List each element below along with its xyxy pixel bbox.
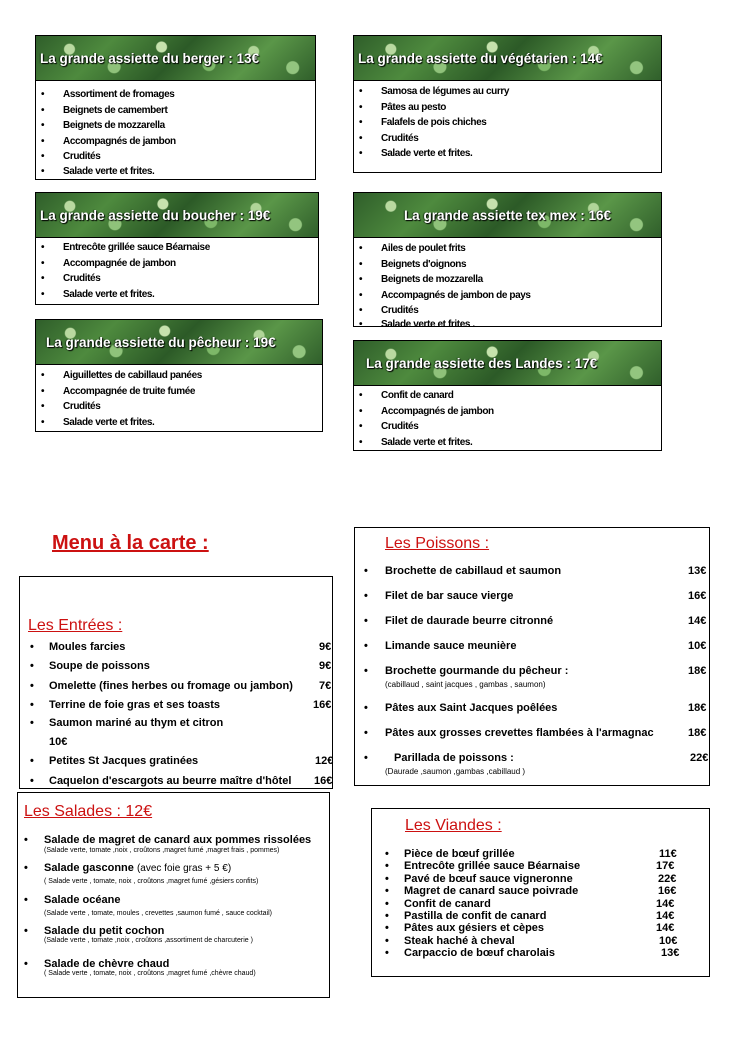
item-note: (Daurade ,saumon ,gambas ,cabillaud ) [385,767,526,776]
plate-pecheur [35,319,323,432]
plate-header [354,193,661,238]
price: 16€ [313,699,332,711]
item-note: ( Salade verte , tomate, noix , croûtons ,magret fumé ,gésiers confits) [44,878,259,885]
list-item: • Falafels de pois chiches [354,115,661,131]
list-item: • Accompagnés de jambon de pays [354,288,661,304]
list-item: • Pastilla de confit de canard [385,910,547,922]
price: 17€ [656,860,675,872]
list-item: • Brochette gourmande du pêcheur : [364,665,569,677]
plate-title: La grande assiette du pêcheur : 19€ [46,334,276,350]
price: 14€ [656,922,675,934]
entrees-title: Les Entrées : [28,617,123,634]
plate-landes [353,340,662,451]
list-item: • Salade verte et frites . [354,319,661,331]
plate-vegetarien [353,35,662,173]
price: 22€ [658,873,677,885]
list-item: • Confit de canard [385,898,491,910]
list-item: • Crudités [36,149,315,165]
list-item: • Salade verte et frites. [354,146,661,162]
list-item: • Carpaccio de bœuf charolais [385,947,555,959]
list-item: • Terrine de foie gras et ses toasts [30,699,220,711]
price: 16€ [688,590,707,602]
price: 18€ [688,727,707,739]
poissons-title: Les Poissons : [385,535,490,552]
price: 14€ [656,910,675,922]
price: 12€ [315,755,334,767]
price: 13€ [661,947,680,959]
list-item: • Assortiment de fromages [36,87,315,103]
list-item: • Crudités [354,303,661,319]
list-item: • Saumon mariné au thym et citron [30,717,224,729]
plate-title: La grande assiette des Landes : 17€ [366,355,598,371]
list-item: • Salade verte et frites. [36,415,322,431]
list-item: • Brochette de cabillaud et saumon [364,565,562,577]
plate-berger [35,35,316,180]
plate-title: La grande assiette du berger : 13€ [40,50,260,66]
list-item: • Accompagnés de jambon [36,134,315,150]
list-item: • Limande sauce meunière [364,640,517,652]
list-item: • Accompagnée de jambon [36,256,318,272]
plate-header [354,341,661,386]
list-item: • Salade de chèvre chaud [24,958,170,970]
list-item: • Salade verte et frites. [36,287,318,303]
price: 16€ [658,885,677,897]
list-item: • Crudités [36,271,318,287]
list-item: • Filet de daurade beurre citronné [364,615,554,627]
list-item: • Accompagnée de truite fumée [36,384,322,400]
price: 13€ [688,565,707,577]
price: 14€ [688,615,707,627]
list-item: • Salade verte et frites. [354,435,661,451]
list-item: • Ailes de poulet frits [354,241,661,257]
list-item: • Confit de canard [354,388,661,404]
item-note: (Salade verte , tomate ,noix , croûtons ,assortiment de charcuterie ) [44,937,253,944]
price: 11€ [659,848,677,860]
list-item: • Crudités [354,131,661,147]
plate-title: La grande assiette du boucher : 19€ [40,207,271,223]
list-item: • Pâtes aux Saint Jacques poêlées [364,702,558,714]
list-item: • Soupe de poissons [30,660,150,672]
list-item: • Accompagnés de jambon [354,404,661,420]
list-item: • Beignets de mozzarella [36,118,315,134]
plate-boucher [35,192,319,305]
list-item: • Petites St Jacques gratinées [30,755,199,767]
list-item: • Crudités [36,399,322,415]
item-note: ( Salade verte , tomate, noix , croûtons ,magret fumé ,chèvre chaud) [44,970,256,977]
price: 18€ [688,702,707,714]
viandes-title: Les Viandes : [405,817,502,834]
list-item: • Entrecôte grillée sauce Béarnaise [385,860,581,872]
list-item: • Salade gasconne (avec foie gras + 5 €) [24,862,232,874]
item-note: (cabillaud , saint jacques , gambas , saumon) [385,680,546,689]
list-item: • Beignets de camembert [36,103,315,119]
list-item: • Crudités [354,419,661,435]
item-note: (Salade verte , tomate, moules , crevettes ,saumon fumé , sauce cocktail) [44,910,272,917]
price: 14€ [656,898,675,910]
salades-title: Les Salades : 12€ [24,803,153,820]
price: 9€ [319,641,332,653]
plate-texmex [353,192,662,330]
plate-title: La grande assiette tex mex : 16€ [403,207,612,223]
list-item: • Pavé de bœuf sauce vigneronne [385,873,573,885]
list-item: • Parillada de poissons : [364,752,514,764]
price: 16€ [314,775,333,787]
list-item: • Samosa de légumes au curry [354,84,661,100]
list-item: • Beignets d'oignons [354,257,661,273]
plate-title: La grande assiette du végétarien : 14€ [358,50,603,66]
plate-header [36,193,318,238]
list-item: • Salade de magret de canard aux pommes rissolées [24,834,312,846]
price: 10€ [688,640,707,652]
price: 10€ [659,935,678,947]
list-item: • Caquelon d'escargots au beurre maître d'hôtel [30,775,292,787]
list-item: • Magret de canard sauce poivrade [385,885,579,897]
list-item: • Salade du petit cochon [24,925,165,937]
list-item: • Aiguillettes de cabillaud panées [36,368,322,384]
list-item: • Beignets de mozzarella [354,272,661,288]
list-item: • Pâtes aux grosses crevettes flambées à l'armagnac [364,727,654,739]
list-item: • Filet de bar sauce vierge [364,590,514,602]
plate-header [36,36,315,81]
price: 7€ [319,680,332,692]
list-item: • Entrecôte grillée sauce Béarnaise [36,240,318,256]
plate-header [354,36,661,81]
plate-header [36,320,322,365]
price: 10€ [49,736,68,748]
list-item: • Pâtes au pesto [354,100,661,116]
list-item: • Pâtes aux gésiers et cèpes [385,922,545,934]
price: 18€ [688,665,707,677]
item-note: (Salade verte, tomate ,noix , croûtons ,magret fumé ,magret frais , pommes) [44,847,280,854]
price: 22€ [690,752,709,764]
list-item: • Steak haché à cheval [385,935,515,947]
list-item: • Moules farcies [30,641,126,653]
list-item: • Omelette (fines herbes ou fromage ou jambon) [30,680,293,692]
list-item: • Pièce de bœuf grillée [385,848,515,860]
list-item: • Salade verte et frites. [36,165,315,178]
page-title: Menu à la carte : [52,532,209,554]
price: 9€ [319,660,332,672]
list-item: • Salade océane [24,894,121,906]
